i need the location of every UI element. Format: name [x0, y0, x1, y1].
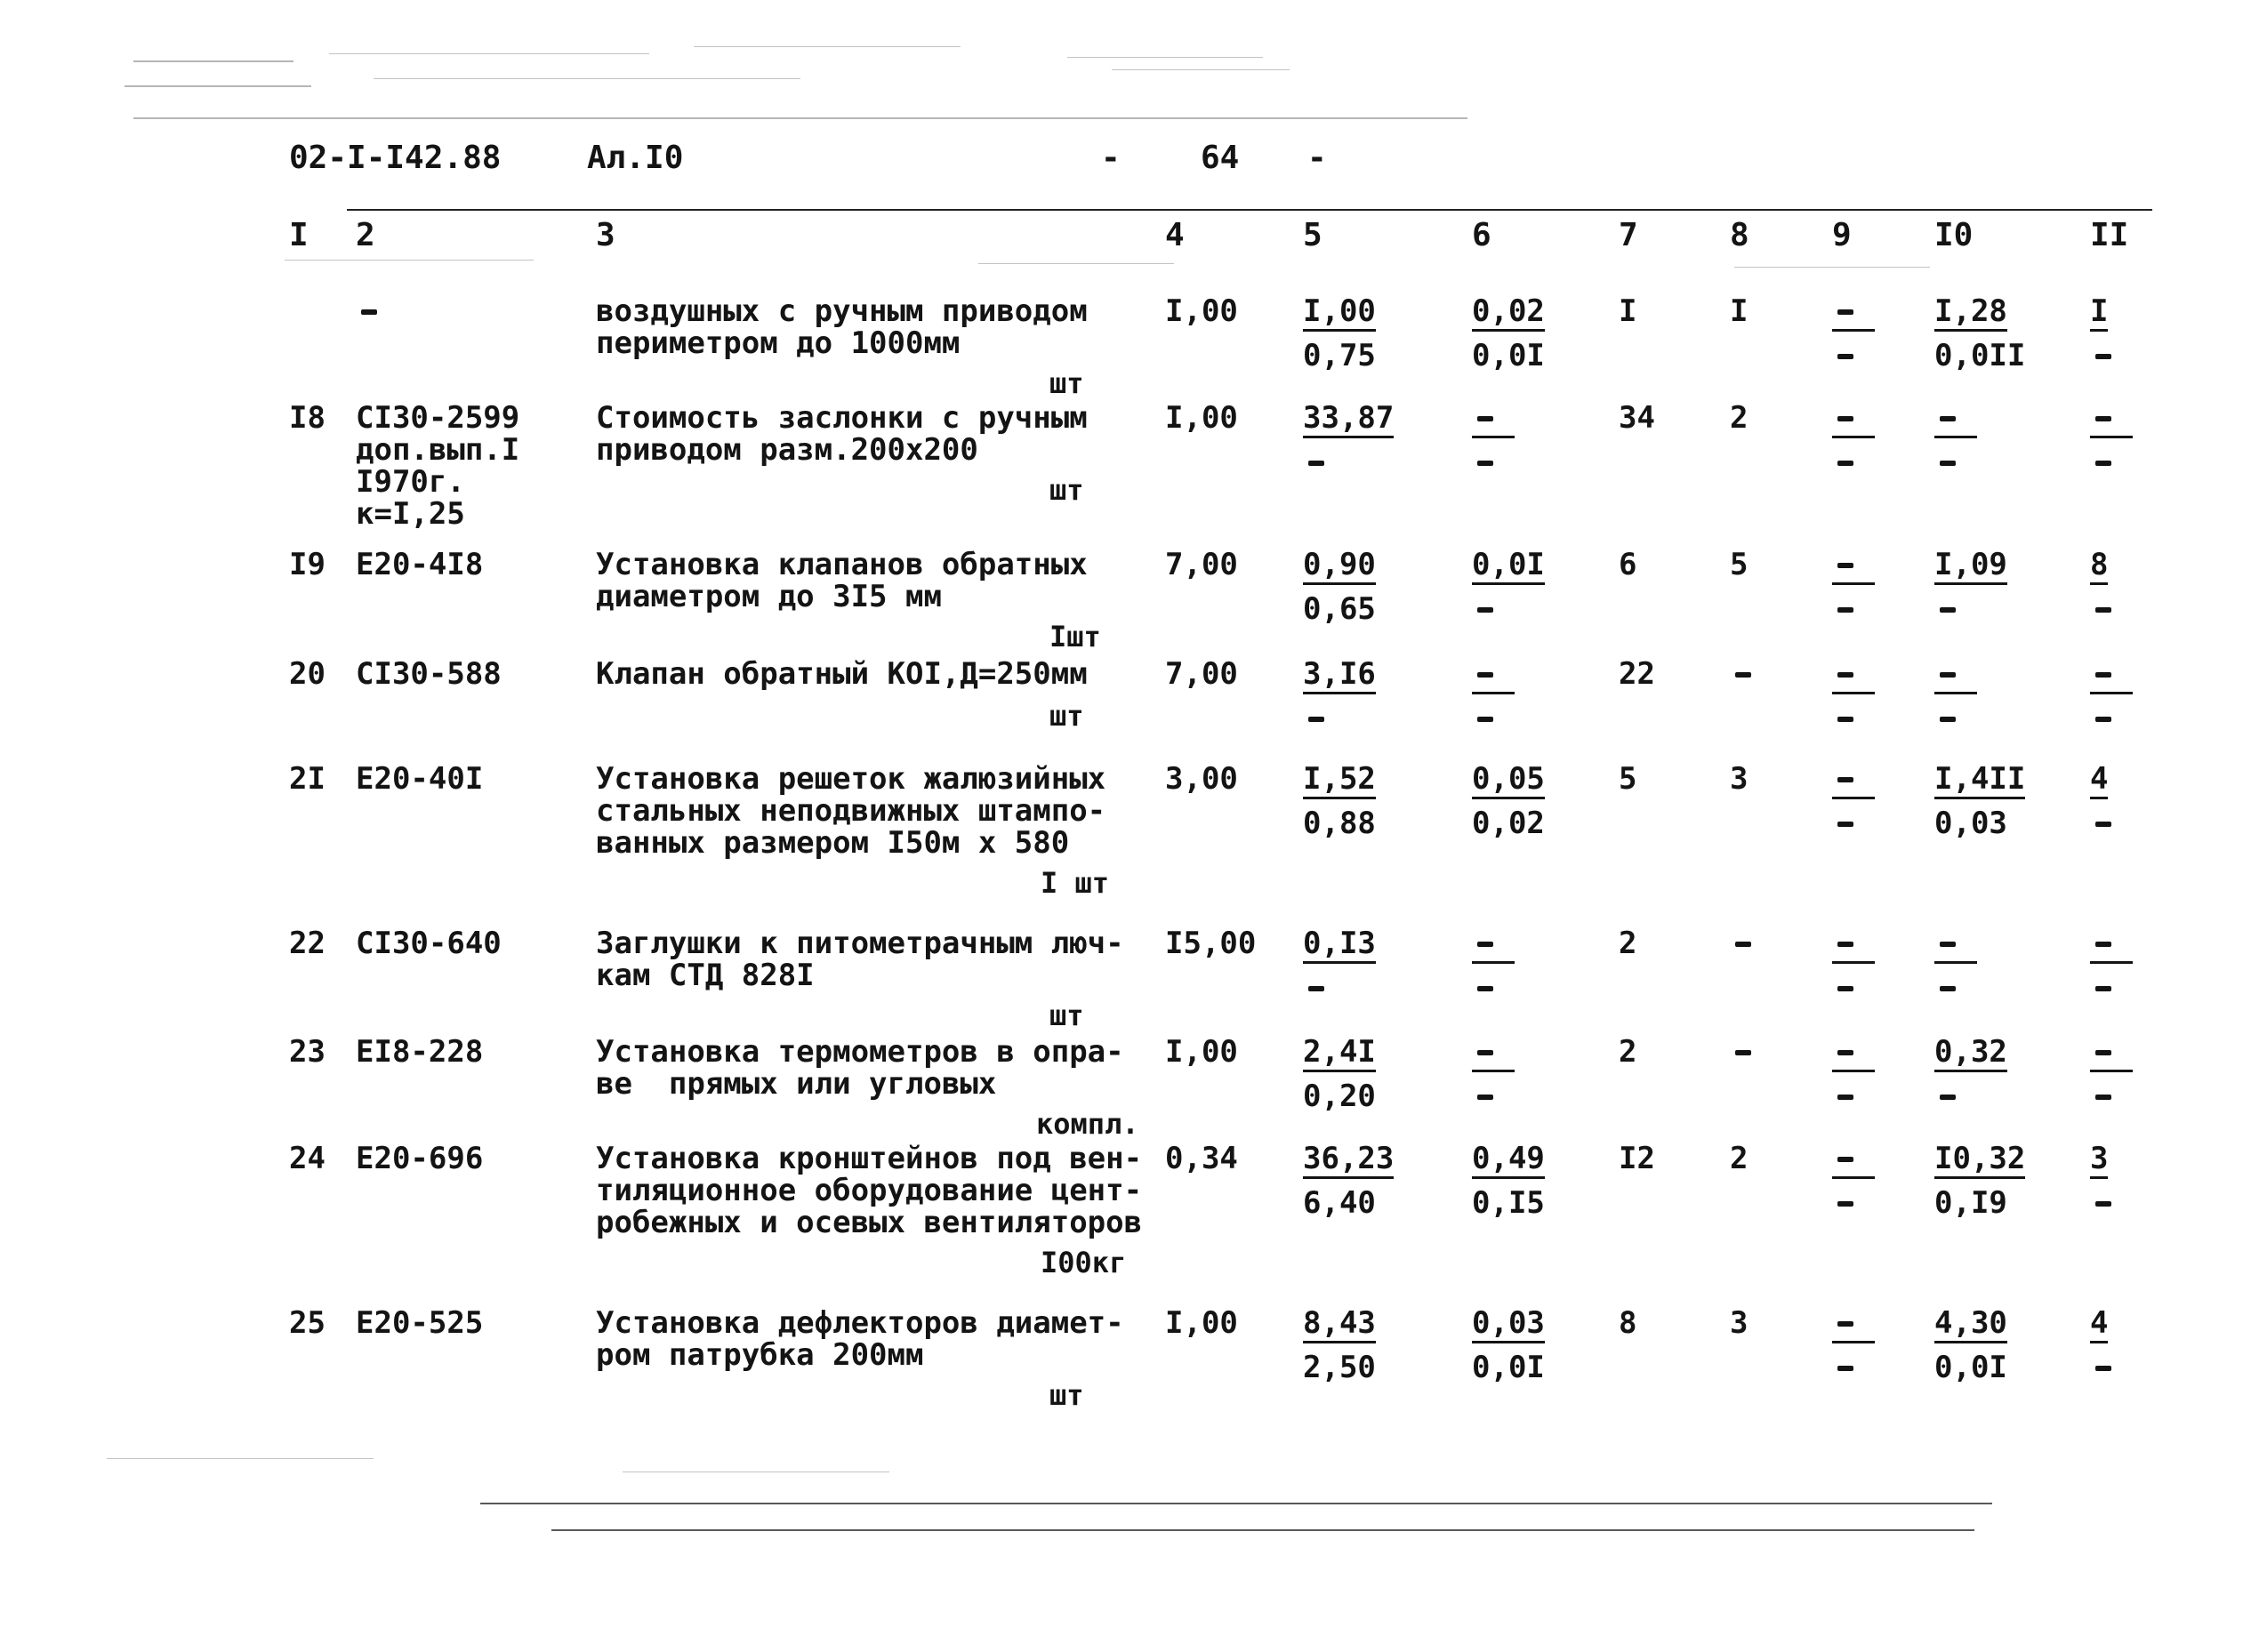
work-description: Установка клапанов обратных диаметром до 3I5 мм: [596, 547, 1088, 614]
cost-c6-bottom: 0,0I: [1472, 1350, 1545, 1385]
cost-c8: I: [1730, 293, 1749, 329]
cost-c11-top-fraction-bar: [2090, 1070, 2133, 1072]
scan-artifact: [285, 260, 534, 261]
quantity: I,00: [1165, 400, 1238, 436]
row-number: I9: [289, 547, 326, 582]
column-number: 4: [1165, 217, 1185, 253]
rate-code: CI30-588: [356, 656, 502, 692]
cost-c10-bottom: 0,0II: [1934, 338, 2026, 373]
cost-c11-bottom-dash: [2095, 717, 2111, 722]
cost-c11-bottom-dash: [2095, 461, 2111, 466]
cost-c9-bottom-dash: [1837, 717, 1853, 722]
unit-of-measure: компл.: [1036, 1107, 1139, 1141]
cost-c11-top: 4: [2090, 763, 2108, 799]
page-number: 64: [1201, 140, 1240, 176]
cost-c6-top-fraction-bar: [1472, 961, 1515, 964]
unit-of-measure: I00кг: [1041, 1246, 1127, 1279]
scan-artifact: [329, 53, 649, 54]
row-number: 24: [289, 1141, 326, 1176]
cost-c8-dash: [1735, 672, 1751, 678]
cost-c11-top: I: [2090, 295, 2108, 332]
cost-c9-bottom-dash: [1837, 1201, 1853, 1207]
scan-artifact: [133, 60, 293, 62]
cost-c10-bottom: 0,I9: [1934, 1185, 2007, 1221]
cost-c6-top-dash: [1477, 942, 1493, 947]
column-number: 7: [1619, 217, 1638, 253]
cost-c9-top-dash: [1837, 942, 1853, 947]
quantity: 7,00: [1165, 547, 1238, 582]
rate-code: CI30-640: [356, 926, 502, 961]
album-number: Ал.I0: [587, 140, 684, 176]
cost-c8-dash: [1735, 942, 1751, 947]
cost-c9-top-fraction-bar: [1832, 1070, 1875, 1072]
quantity: 0,34: [1165, 1141, 1238, 1176]
rate-code: EI8-228: [356, 1034, 484, 1070]
cost-c5-bottom: 0,20: [1303, 1079, 1376, 1114]
quantity: I,00: [1165, 1034, 1238, 1070]
cost-c5-top: 33,87: [1303, 402, 1394, 438]
cost-c11-top-fraction-bar: [2090, 692, 2133, 694]
cost-c5-bottom: 0,88: [1303, 806, 1376, 841]
rate-code: E20-525: [356, 1305, 484, 1341]
cost-c5-top: 2,4I: [1303, 1036, 1376, 1072]
cost-c5-top: 36,23: [1303, 1143, 1394, 1179]
cost-c9-bottom-dash: [1837, 607, 1853, 613]
cost-c11-top-dash: [2095, 416, 2111, 421]
quantity: 7,00: [1165, 656, 1238, 692]
scan-artifact: [1112, 69, 1290, 70]
header-rule: [347, 209, 2152, 211]
cost-c6-top-dash: [1477, 416, 1493, 421]
page-dash-left: -: [1101, 140, 1121, 176]
cost-c6-top: 0,05: [1472, 763, 1545, 799]
cost-c7: I2: [1619, 1141, 1655, 1176]
cost-c7: 5: [1619, 761, 1637, 797]
cost-c7: 2: [1619, 1034, 1637, 1070]
cost-c6-bottom-dash: [1477, 1095, 1493, 1100]
cost-c8: 2: [1730, 400, 1749, 436]
cost-c10-top-dash: [1940, 416, 1956, 421]
cost-c9-top-fraction-bar: [1832, 1341, 1875, 1343]
cost-c9-top-dash: [1837, 1321, 1853, 1327]
column-number: 2: [356, 217, 375, 253]
cost-c6-top: 0,03: [1472, 1307, 1545, 1343]
column-number: I: [289, 217, 309, 253]
unit-of-measure: шт: [1049, 699, 1084, 733]
cost-c7: I: [1619, 293, 1637, 329]
cost-c6-bottom: 0,0I: [1472, 338, 1545, 373]
cost-c7: 2: [1619, 926, 1637, 961]
cost-c8: 2: [1730, 1141, 1749, 1176]
cost-c7: 34: [1619, 400, 1655, 436]
cost-c10-bottom: 0,03: [1934, 806, 2007, 841]
rate-code: CI30-2599 доп.вып.I I970г. к=I,25: [356, 400, 520, 532]
footer-rule: [480, 1503, 1992, 1504]
rate-code-dash: [361, 309, 377, 315]
cost-c9-bottom-dash: [1837, 1095, 1853, 1100]
rate-code: E20-40I: [356, 761, 484, 797]
work-description: Клапан обратный КОI,Д=250мм: [596, 656, 1088, 692]
row-number: 23: [289, 1034, 326, 1070]
cost-c5-top: 3,I6: [1303, 658, 1376, 694]
cost-c6-top-fraction-bar: [1472, 692, 1515, 694]
quantity: I,00: [1165, 1305, 1238, 1341]
quantity: 3,00: [1165, 761, 1238, 797]
scan-artifact: [978, 263, 1174, 264]
scan-artifact: [694, 46, 961, 47]
column-number: 6: [1472, 217, 1491, 253]
work-description: Установка дефлекторов диамет- ром патрубка 200мм: [596, 1305, 1124, 1373]
cost-c11-bottom-dash: [2095, 986, 2111, 991]
work-description: Заглушки к питометрачным люч- кам СТД 828I: [596, 926, 1124, 993]
cost-c7: 6: [1619, 547, 1637, 582]
cost-c6-bottom-dash: [1477, 986, 1493, 991]
cost-c10-top-fraction-bar: [1934, 692, 1977, 694]
cost-c10-top-fraction-bar: [1934, 436, 1977, 438]
cost-c9-top-dash: [1837, 563, 1853, 568]
cost-c5-top: 8,43: [1303, 1307, 1376, 1343]
cost-c10-top-dash: [1940, 942, 1956, 947]
cost-c8: 5: [1730, 547, 1749, 582]
cost-c5-top: 0,90: [1303, 549, 1376, 585]
cost-c10-bottom-dash: [1940, 1095, 1956, 1100]
cost-c6-top-fraction-bar: [1472, 1070, 1515, 1072]
column-number: 5: [1303, 217, 1322, 253]
unit-of-measure: шт: [1049, 1378, 1084, 1412]
cost-c11-top-dash: [2095, 672, 2111, 678]
cost-c6-bottom-dash: [1477, 717, 1493, 722]
cost-c10-bottom: 0,0I: [1934, 1350, 2007, 1385]
unit-of-measure: шт: [1049, 998, 1084, 1032]
cost-c11-top-dash: [2095, 1050, 2111, 1055]
quantity: I,00: [1165, 293, 1238, 329]
cost-c7: 22: [1619, 656, 1655, 692]
column-number: 3: [596, 217, 615, 253]
cost-c5-top: I,52: [1303, 763, 1376, 799]
cost-c5-bottom-dash: [1308, 461, 1324, 466]
cost-c11-top-fraction-bar: [2090, 436, 2133, 438]
cost-c10-bottom-dash: [1940, 607, 1956, 613]
cost-c6-top-dash: [1477, 672, 1493, 678]
cost-c11-bottom-dash: [2095, 1095, 2111, 1100]
cost-c9-top-fraction-bar: [1832, 582, 1875, 585]
document-code: 02-I-I42.88: [289, 140, 502, 176]
cost-c5-top: 0,I3: [1303, 927, 1376, 964]
scan-artifact: [107, 1458, 374, 1459]
cost-c9-top-fraction-bar: [1832, 797, 1875, 799]
cost-c10-bottom-dash: [1940, 717, 1956, 722]
cost-c11-top: 8: [2090, 549, 2108, 585]
cost-c6-top: 0,02: [1472, 295, 1545, 332]
cost-c9-top-fraction-bar: [1832, 692, 1875, 694]
unit-of-measure: шт: [1049, 473, 1084, 507]
cost-c11-bottom-dash: [2095, 822, 2111, 827]
cost-c10-top-dash: [1940, 672, 1956, 678]
scan-artifact: [133, 117, 1467, 119]
cost-c10-bottom-dash: [1940, 461, 1956, 466]
column-number: I0: [1934, 217, 1974, 253]
cost-c5-bottom: 2,50: [1303, 1350, 1376, 1385]
row-number: I8: [289, 400, 326, 436]
cost-c11-bottom-dash: [2095, 354, 2111, 359]
row-number: 2I: [289, 761, 326, 797]
cost-c11-top: 4: [2090, 1307, 2108, 1343]
cost-c9-top-fraction-bar: [1832, 1176, 1875, 1179]
cost-c9-top-dash: [1837, 309, 1853, 315]
scan-artifact: [1067, 57, 1263, 58]
cost-c9-bottom-dash: [1837, 461, 1853, 466]
work-description: Установка кронштейнов под вен- тиляционное оборудование цент- робежных и осевых вентиляторов: [596, 1141, 1143, 1240]
page-dash-right: -: [1307, 140, 1327, 176]
work-description: Стоимость заслонки с ручным приводом разм.200x200: [596, 400, 1088, 468]
cost-c9-top-dash: [1837, 1157, 1853, 1162]
work-description: Установка термометров в опра- ве прямых или угловых: [596, 1034, 1124, 1102]
scan-artifact: [125, 85, 311, 87]
cost-c5-bottom-dash: [1308, 986, 1324, 991]
cost-c8: 3: [1730, 1305, 1749, 1341]
cost-c11-top-fraction-bar: [2090, 961, 2133, 964]
cost-c5-bottom: 0,65: [1303, 591, 1376, 627]
cost-c6-bottom: 0,02: [1472, 806, 1545, 841]
column-number: II: [2090, 217, 2129, 253]
cost-c10-top: 4,30: [1934, 1307, 2007, 1343]
cost-c9-top-dash: [1837, 777, 1853, 782]
cost-c10-top: I,09: [1934, 549, 2007, 585]
cost-c9-bottom-dash: [1837, 1366, 1853, 1371]
rate-code: E20-4I8: [356, 547, 484, 582]
unit-of-measure: Iшт: [1049, 620, 1101, 654]
work-description: воздушных с ручным приводом периметром до 1000мм: [596, 293, 1088, 361]
cost-c10-bottom-dash: [1940, 986, 1956, 991]
cost-c9-top-dash: [1837, 1050, 1853, 1055]
cost-c11-bottom-dash: [2095, 1366, 2111, 1371]
cost-c9-top-dash: [1837, 416, 1853, 421]
cost-c6-top: 0,0I: [1472, 549, 1545, 585]
cost-c6-top-dash: [1477, 1050, 1493, 1055]
cost-c9-bottom-dash: [1837, 354, 1853, 359]
cost-c9-top-fraction-bar: [1832, 436, 1875, 438]
cost-c7: 8: [1619, 1305, 1637, 1341]
rate-code: E20-696: [356, 1141, 484, 1176]
quantity: I5,00: [1165, 926, 1257, 961]
cost-c9-top-fraction-bar: [1832, 961, 1875, 964]
footer-rule: [551, 1529, 1974, 1531]
cost-c6-bottom: 0,I5: [1472, 1185, 1545, 1221]
cost-c6-bottom-dash: [1477, 461, 1493, 466]
cost-c10-top: I,28: [1934, 295, 2007, 332]
cost-c6-bottom-dash: [1477, 607, 1493, 613]
cost-c6-top-fraction-bar: [1472, 436, 1515, 438]
row-number: 25: [289, 1305, 326, 1341]
unit-of-measure: шт: [1049, 366, 1084, 400]
cost-c10-top: 0,32: [1934, 1036, 2007, 1072]
cost-c10-top: I,4II: [1934, 763, 2025, 799]
cost-c5-bottom-dash: [1308, 717, 1324, 722]
cost-c11-top: 3: [2090, 1143, 2108, 1179]
cost-c8: 3: [1730, 761, 1749, 797]
column-number: 9: [1832, 217, 1852, 253]
cost-c10-top-fraction-bar: [1934, 961, 1977, 964]
scan-artifact: [1734, 267, 1930, 268]
cost-c6-top: 0,49: [1472, 1143, 1545, 1179]
scan-artifact: [374, 78, 800, 79]
row-number: 20: [289, 656, 326, 692]
cost-c11-bottom-dash: [2095, 1201, 2111, 1207]
cost-c9-top-fraction-bar: [1832, 329, 1875, 332]
cost-c8-dash: [1735, 1050, 1751, 1055]
cost-c9-bottom-dash: [1837, 986, 1853, 991]
cost-c9-top-dash: [1837, 672, 1853, 678]
cost-c5-bottom: 0,75: [1303, 338, 1376, 373]
cost-c5-bottom: 6,40: [1303, 1185, 1376, 1221]
cost-c11-bottom-dash: [2095, 607, 2111, 613]
work-description: Установка решеток жалюзийных стальных неподвижных штампо- ванных размером I50м x 580: [596, 761, 1106, 861]
row-number: 22: [289, 926, 326, 961]
cost-c9-bottom-dash: [1837, 822, 1853, 827]
unit-of-measure: I шт: [1041, 866, 1110, 900]
cost-c11-top-dash: [2095, 942, 2111, 947]
cost-c5-top: I,00: [1303, 295, 1376, 332]
cost-c10-top: I0,32: [1934, 1143, 2025, 1179]
column-number: 8: [1730, 217, 1749, 253]
